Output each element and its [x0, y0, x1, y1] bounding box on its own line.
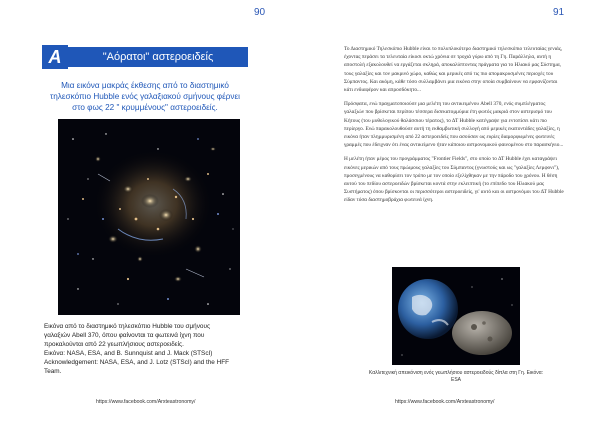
caption-line: Acknowledgement: NASA, ESA, and J. Lotz (STScI) and the HFF [44, 358, 230, 366]
image-caption-right: Καλλιτεχνική απεικόνιση ενός γεωπλήσιου αστεροειδούς δίπλα στη Γη. Εικόνα: ESA [368, 370, 544, 383]
caption-line: Team. [44, 367, 62, 375]
article-title: "Αόρατοι" αστεροειδείς [68, 47, 248, 67]
astronomy-logo [42, 45, 68, 69]
caption-line: γαλαξιών Abell 370, όπου φαίνονται τα φωτεινά ίχνη που [44, 331, 205, 339]
article-header [42, 45, 248, 69]
earth-asteroid-image [392, 267, 520, 365]
article-subtitle: Μια εικόνα μακράς έκθεσης από το διαστημικό τηλεσκόπιο Hubble ενός γαλαξιακού σμήνους φέρνει στο φως 22 " κρυμμένους" αστεροειδείς. [50, 81, 240, 113]
body-paragraph: Η μελέτη ήταν μέρος του προγράμματος "Frontier Fields", στο οποίο το ΔΤ Hubble έχει καταγράψει εικόνες μερικών από τους πρώιμους γαλαξίες του Σύμπαντος (γνωστούς και ως "γαλαξίες Λεμφονι"), προσεγμένους να καθορίσει τον τρόπο με τον οποίο εξελίχθηκαν με την πάροδο του χρόνου. Η θέση αυτού του πεδίου αστεροειδών βρίσκεται κοντά στην εκλειπτική (το επίπεδο του Ηλιακού μας Συστήματος) όπου βρίσκονται οι περισσότεροι αστεροειδείς, γι' αυτό και οι αστρονόμοι του ΔΤ Hubble είδαν τόσα διαστημοβράχια φωτεινά ίχνη. [344, 156, 564, 204]
body-paragraph: Το Διαστημικό Τηλεσκόπιο Hubble είναι το πολυπλοκότερο διαστημικό τηλεσκόπιο τελευταίας γενιάς, έχοντας περάσει τα τελευταία είκοσι οκτώ χρόνια σε τροχιά γύρω από τη Γη. Παράλληλα, αυτή η αποστολή εξακολουθεί να εργάζεται σκληρά, αποκαλύπτοντας πράγματα για το Ηλιακό μας Σύστημα, τους γαλαξίες και τον μακρινό χώρο, καθώς και μερικές από τις πιο απομακρυσμένες περιοχές του Σύμπαντος. Και ακόμη, κάθε τόσο συλλαμβάνει μια εικόνα στην οποία συμβαίνουν να εμφανίζονται κάτι ενδιαφέρον και απροσδόκητο... [344, 46, 563, 94]
logo-letter: A [48, 47, 62, 67]
body-paragraph: Πρόσφατα, ενώ πραγματοποιούσε μια μελέτη του αντικειμένου Abell 370, ενός συμπλέγματος γαλαξιών που βρίσκεται περίπου τέσσερα δισεκατομμύρια έτη φωτός μακριά στον αστερισμό του Κήτους (του μυθολογικού θαλάσσιου τέρατος), το ΔΤ Hubble κατέγραψε για εντοπίσει κάτι πιο περίεργο. Ενώ παρακολουθούσε αυτή τη εκθαμβωτική συλλογή από μερικές εκατοντάδες γαλαξίες, η εικόνα ήταν πλημμυρισμένη από 22 αστεροειδείς που ασούσαν ως ευρίες διαμορφωμένες φωτεινές γραμμές που έδειχναν ότι ένας αντικείμενο ήταν κάποιου αστρονομικού φαινομένου στο παρασκήνιο... [344, 101, 564, 149]
page-number-right: 91 [553, 7, 565, 18]
image-caption-left [44, 323, 259, 377]
page-number-left: 90 [254, 7, 266, 18]
footer-link-left[interactable]: https://www.facebook.com/Arxteastronomy/ [96, 399, 196, 405]
caption-line: προκαλούνται από 22 γεωπλήσιους αστεροειδείς. [44, 340, 184, 348]
galaxy-cluster-image [58, 119, 240, 315]
footer-link-right[interactable]: https://www.facebook.com/Arxteastronomy/ [395, 399, 495, 405]
article-body [344, 45, 566, 211]
caption-line: Εικόνα από το διαστημικό τηλεσκόπιο Hubble του σμήνους [44, 323, 211, 330]
caption-line: Εικόνα: NASA, ESA, and B. Sunnquist and J. Mack (STScI) [44, 349, 213, 357]
